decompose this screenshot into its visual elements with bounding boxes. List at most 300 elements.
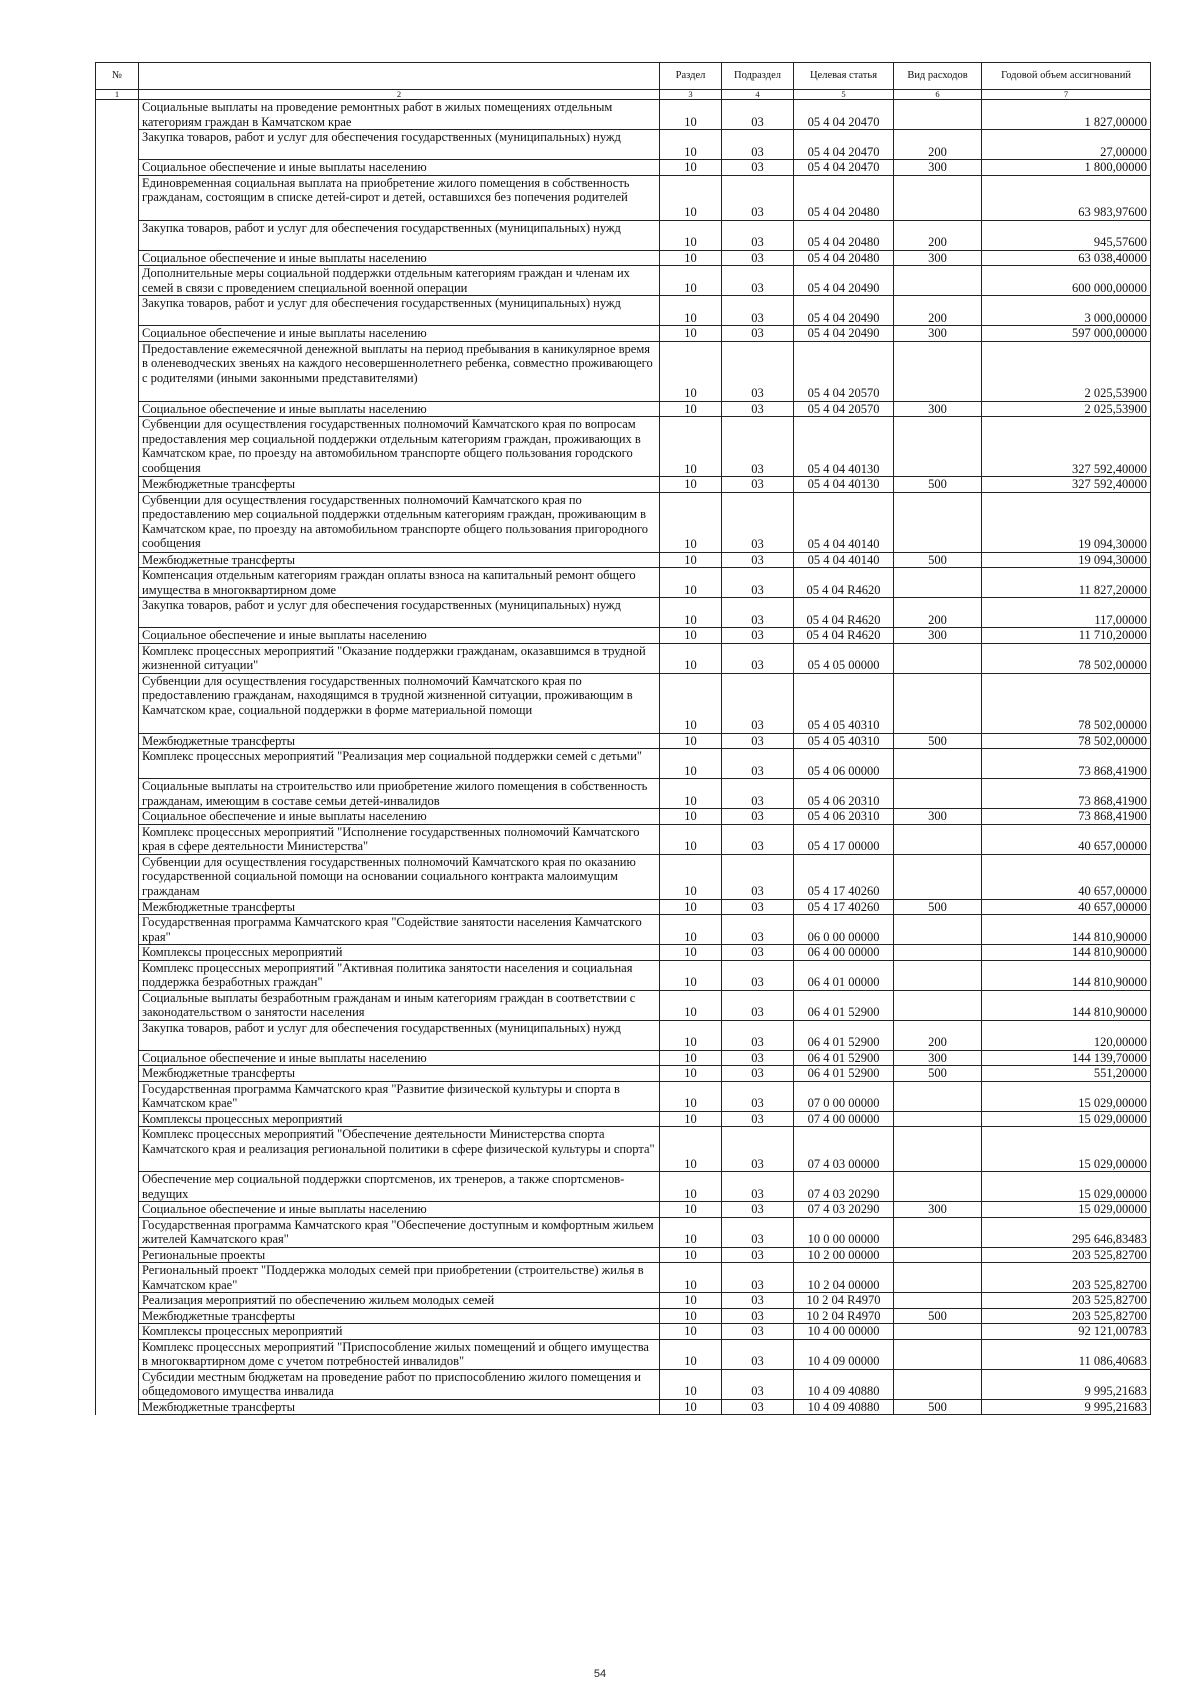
row-expense-kind: 200 — [894, 296, 982, 326]
row-name: Социальные выплаты на проведение ремонтных работ в жилых помещениях отдельным категориям граждан в Камчатском крае — [139, 100, 660, 130]
header-col-num-2: 2 — [139, 90, 660, 100]
row-expense-kind — [894, 960, 982, 990]
row-razdel: 10 — [660, 1369, 722, 1399]
row-target-article: 05 4 04 20490 — [794, 326, 894, 342]
row-name: Комплекс процессных мероприятий "Исполнение государственных полномочий Камчатского края в сфере деятельности Министерства" — [139, 824, 660, 854]
row-target-article: 05 4 04 R4620 — [794, 628, 894, 644]
row-name: Субвенции для осуществления государственных полномочий Камчатского края по предоставлению гражданам, находящимся в трудной жизненной ситуации, проживающим в Камчатском крае, социальной поддержки в форме материальной помощи — [139, 673, 660, 733]
row-razdel: 10 — [660, 492, 722, 552]
row-razdel: 10 — [660, 1202, 722, 1218]
row-podrazdel: 03 — [722, 1339, 794, 1369]
row-number-cell — [96, 779, 139, 809]
row-razdel: 10 — [660, 568, 722, 598]
row-expense-kind — [894, 915, 982, 945]
budget-table-sheet — [95, 62, 1150, 1415]
row-name: Государственная программа Камчатского края "Развитие физической культуры и спорта в Камчатском крае" — [139, 1081, 660, 1111]
row-target-article: 06 4 01 52900 — [794, 1066, 894, 1082]
row-expense-kind: 300 — [894, 160, 982, 176]
row-expense-kind: 500 — [894, 1308, 982, 1324]
row-name: Комплекс процессных мероприятий "Приспособление жилых помещений и общего имущества в многоквартирном доме с учетом потребностей инвалидов" — [139, 1339, 660, 1369]
row-razdel: 10 — [660, 598, 722, 628]
table-row — [96, 492, 1151, 552]
row-name: Социальное обеспечение и иные выплаты населению — [139, 326, 660, 342]
header-col-num-4: 4 — [722, 90, 794, 100]
row-expense-kind: 200 — [894, 130, 982, 160]
row-number-cell — [96, 100, 139, 130]
row-target-article: 07 0 00 00000 — [794, 1081, 894, 1111]
row-expense-kind — [894, 1369, 982, 1399]
row-amount: 78 502,00000 — [982, 733, 1151, 749]
row-number-cell — [96, 673, 139, 733]
row-podrazdel: 03 — [722, 1172, 794, 1202]
row-podrazdel: 03 — [722, 220, 794, 250]
row-target-article: 07 4 03 20290 — [794, 1172, 894, 1202]
row-amount: 19 094,30000 — [982, 492, 1151, 552]
row-amount: 15 029,00000 — [982, 1172, 1151, 1202]
header-column-numbers — [96, 90, 1151, 100]
row-razdel: 10 — [660, 1020, 722, 1050]
row-amount: 9 995,21683 — [982, 1369, 1151, 1399]
table-row — [96, 1308, 1151, 1324]
row-expense-kind — [894, 1111, 982, 1127]
row-number-cell — [96, 1111, 139, 1127]
row-target-article: 07 4 03 20290 — [794, 1202, 894, 1218]
row-name: Комплексы процессных мероприятий — [139, 945, 660, 961]
row-number-cell — [96, 990, 139, 1020]
row-target-article: 06 4 01 52900 — [794, 990, 894, 1020]
row-name: Комплекс процессных мероприятий "Обеспечение деятельности Министерства спорта Камчатского края и реализация региональной политики в сфере физической культуры и спорта" — [139, 1127, 660, 1172]
page-number: 54 — [593, 1668, 607, 1680]
row-podrazdel: 03 — [722, 598, 794, 628]
row-expense-kind — [894, 1247, 982, 1263]
row-number-cell — [96, 899, 139, 915]
row-amount: 203 525,82700 — [982, 1308, 1151, 1324]
row-number-cell — [96, 326, 139, 342]
row-razdel: 10 — [660, 220, 722, 250]
row-number-cell — [96, 1399, 139, 1415]
row-expense-kind: 300 — [894, 628, 982, 644]
row-number-cell — [96, 809, 139, 825]
table-row — [96, 160, 1151, 176]
table-row — [96, 250, 1151, 266]
row-expense-kind: 300 — [894, 250, 982, 266]
row-target-article: 05 4 06 20310 — [794, 809, 894, 825]
row-expense-kind — [894, 1324, 982, 1340]
table-row — [96, 960, 1151, 990]
row-razdel: 10 — [660, 673, 722, 733]
table-row — [96, 1217, 1151, 1247]
row-number-cell — [96, 130, 139, 160]
row-name: Социальные выплаты на строительство или приобретение жилого помещения в собственность гражданам, имеющим в составе семьи детей-инвалидов — [139, 779, 660, 809]
row-number-cell — [96, 1263, 139, 1293]
row-name: Социальное обеспечение и иные выплаты населению — [139, 250, 660, 266]
row-expense-kind: 500 — [894, 477, 982, 493]
row-amount: 203 525,82700 — [982, 1293, 1151, 1309]
row-amount: 11 827,20000 — [982, 568, 1151, 598]
row-podrazdel: 03 — [722, 1369, 794, 1399]
row-amount: 600 000,00000 — [982, 266, 1151, 296]
row-amount: 73 868,41900 — [982, 779, 1151, 809]
row-target-article: 05 4 17 40260 — [794, 854, 894, 899]
row-target-article: 05 4 17 00000 — [794, 824, 894, 854]
row-razdel: 10 — [660, 1293, 722, 1309]
row-number-cell — [96, 1020, 139, 1050]
row-target-article: 05 4 04 20470 — [794, 160, 894, 176]
header-expense-kind: Вид расходов — [894, 63, 982, 90]
row-expense-kind — [894, 990, 982, 1020]
row-amount: 203 525,82700 — [982, 1247, 1151, 1263]
row-expense-kind — [894, 1339, 982, 1369]
row-podrazdel: 03 — [722, 1127, 794, 1172]
row-number-cell — [96, 1202, 139, 1218]
row-podrazdel: 03 — [722, 1293, 794, 1309]
row-razdel: 10 — [660, 160, 722, 176]
row-expense-kind: 500 — [894, 899, 982, 915]
row-expense-kind — [894, 417, 982, 477]
row-expense-kind: 200 — [894, 220, 982, 250]
row-razdel: 10 — [660, 824, 722, 854]
row-target-article: 05 4 04 40130 — [794, 417, 894, 477]
row-name: Субвенции для осуществления государственных полномочий Камчатского края по предоставлению мер социальной поддержки отдельным категориям граждан, проживающим в Камчатском крае, по проезду на автомобильном транспорте общего пользования пригородного сообщения — [139, 492, 660, 552]
row-target-article: 05 4 06 00000 — [794, 749, 894, 779]
row-podrazdel: 03 — [722, 568, 794, 598]
row-expense-kind — [894, 1263, 982, 1293]
row-podrazdel: 03 — [722, 296, 794, 326]
row-name: Комплексы процессных мероприятий — [139, 1324, 660, 1340]
row-name: Межбюджетные трансферты — [139, 1308, 660, 1324]
row-name: Социальное обеспечение и иные выплаты населению — [139, 628, 660, 644]
row-podrazdel: 03 — [722, 628, 794, 644]
row-number-cell — [96, 960, 139, 990]
row-name: Межбюджетные трансферты — [139, 477, 660, 493]
row-amount: 144 810,90000 — [982, 915, 1151, 945]
row-number-cell — [96, 824, 139, 854]
row-razdel: 10 — [660, 1081, 722, 1111]
row-number-cell — [96, 1324, 139, 1340]
table-row — [96, 1293, 1151, 1309]
table-row — [96, 1202, 1151, 1218]
row-expense-kind — [894, 643, 982, 673]
row-razdel: 10 — [660, 100, 722, 130]
table-row — [96, 1324, 1151, 1340]
row-podrazdel: 03 — [722, 1247, 794, 1263]
row-podrazdel: 03 — [722, 1020, 794, 1050]
row-razdel: 10 — [660, 296, 722, 326]
row-amount: 73 868,41900 — [982, 809, 1151, 825]
row-target-article: 05 4 04 40140 — [794, 552, 894, 568]
row-podrazdel: 03 — [722, 990, 794, 1020]
row-target-article: 05 4 06 20310 — [794, 779, 894, 809]
row-podrazdel: 03 — [722, 779, 794, 809]
row-podrazdel: 03 — [722, 175, 794, 220]
row-target-article: 10 4 09 00000 — [794, 1339, 894, 1369]
row-amount: 144 810,90000 — [982, 945, 1151, 961]
row-target-article: 07 4 03 00000 — [794, 1127, 894, 1172]
row-target-article: 05 4 04 20570 — [794, 401, 894, 417]
row-amount: 327 592,40000 — [982, 477, 1151, 493]
row-podrazdel: 03 — [722, 749, 794, 779]
row-razdel: 10 — [660, 477, 722, 493]
row-expense-kind — [894, 1127, 982, 1172]
row-expense-kind — [894, 568, 982, 598]
header-col-num-6: 6 — [894, 90, 982, 100]
table-row — [96, 1369, 1151, 1399]
row-podrazdel: 03 — [722, 1111, 794, 1127]
row-target-article: 10 2 00 00000 — [794, 1247, 894, 1263]
row-expense-kind: 300 — [894, 326, 982, 342]
row-number-cell — [96, 1081, 139, 1111]
row-target-article: 05 4 04 20480 — [794, 250, 894, 266]
row-razdel: 10 — [660, 175, 722, 220]
row-podrazdel: 03 — [722, 1263, 794, 1293]
row-amount: 295 646,83483 — [982, 1217, 1151, 1247]
row-podrazdel: 03 — [722, 477, 794, 493]
row-name: Социальные выплаты безработным гражданам и иным категориям граждан в соответствии с законодательством о занятости населения — [139, 990, 660, 1020]
row-number-cell — [96, 552, 139, 568]
row-expense-kind — [894, 1081, 982, 1111]
row-number-cell — [96, 733, 139, 749]
row-expense-kind — [894, 779, 982, 809]
row-name: Закупка товаров, работ и услуг для обеспечения государственных (муниципальных) нужд — [139, 598, 660, 628]
row-razdel: 10 — [660, 915, 722, 945]
table-row — [96, 1339, 1151, 1369]
row-name: Межбюджетные трансферты — [139, 1066, 660, 1082]
table-row — [96, 401, 1151, 417]
row-podrazdel: 03 — [722, 492, 794, 552]
row-target-article: 06 0 00 00000 — [794, 915, 894, 945]
row-amount: 144 139,70000 — [982, 1050, 1151, 1066]
row-name: Межбюджетные трансферты — [139, 733, 660, 749]
row-razdel: 10 — [660, 1324, 722, 1340]
table-row — [96, 824, 1151, 854]
row-expense-kind: 500 — [894, 733, 982, 749]
row-name: Межбюджетные трансферты — [139, 552, 660, 568]
row-expense-kind — [894, 1293, 982, 1309]
row-number-cell — [96, 1066, 139, 1082]
row-target-article: 10 4 09 40880 — [794, 1369, 894, 1399]
row-amount: 92 121,00783 — [982, 1324, 1151, 1340]
row-target-article: 07 4 00 00000 — [794, 1111, 894, 1127]
row-amount: 63 983,97600 — [982, 175, 1151, 220]
row-razdel: 10 — [660, 1308, 722, 1324]
row-razdel: 10 — [660, 341, 722, 401]
table-body — [96, 100, 1151, 1415]
row-name: Закупка товаров, работ и услуг для обеспечения государственных (муниципальных) нужд — [139, 296, 660, 326]
row-name: Дополнительные меры социальной поддержки отдельным категориям граждан и членам их семей в связи с проведением специальной военной операции — [139, 266, 660, 296]
row-amount: 1 827,00000 — [982, 100, 1151, 130]
table-row — [96, 175, 1151, 220]
row-number-cell — [96, 220, 139, 250]
row-expense-kind — [894, 1172, 982, 1202]
row-amount: 551,20000 — [982, 1066, 1151, 1082]
row-expense-kind — [894, 341, 982, 401]
row-target-article: 05 4 04 20470 — [794, 100, 894, 130]
table-row — [96, 809, 1151, 825]
row-expense-kind — [894, 266, 982, 296]
row-target-article: 05 4 05 40310 — [794, 733, 894, 749]
table-row — [96, 749, 1151, 779]
row-name: Социальное обеспечение и иные выплаты населению — [139, 809, 660, 825]
table-row — [96, 779, 1151, 809]
row-name: Реализация мероприятий по обеспечению жильем молодых семей — [139, 1293, 660, 1309]
row-amount: 945,57600 — [982, 220, 1151, 250]
row-target-article: 05 4 05 00000 — [794, 643, 894, 673]
table-row — [96, 568, 1151, 598]
row-target-article: 05 4 04 R4620 — [794, 568, 894, 598]
row-razdel: 10 — [660, 854, 722, 899]
row-expense-kind — [894, 854, 982, 899]
row-target-article: 05 4 04 20490 — [794, 296, 894, 326]
table-row — [96, 1172, 1151, 1202]
table-row — [96, 130, 1151, 160]
row-name: Закупка товаров, работ и услуг для обеспечения государственных (муниципальных) нужд — [139, 130, 660, 160]
row-razdel: 10 — [660, 326, 722, 342]
row-podrazdel: 03 — [722, 915, 794, 945]
table-row — [96, 1066, 1151, 1082]
row-podrazdel: 03 — [722, 854, 794, 899]
row-target-article: 06 4 00 00000 — [794, 945, 894, 961]
row-number-cell — [96, 945, 139, 961]
row-number-cell — [96, 1339, 139, 1369]
row-razdel: 10 — [660, 417, 722, 477]
row-podrazdel: 03 — [722, 266, 794, 296]
row-razdel: 10 — [660, 1339, 722, 1369]
row-amount: 144 810,90000 — [982, 990, 1151, 1020]
row-razdel: 10 — [660, 1172, 722, 1202]
row-target-article: 10 2 04 R4970 — [794, 1293, 894, 1309]
row-expense-kind — [894, 1217, 982, 1247]
row-expense-kind — [894, 824, 982, 854]
row-amount: 19 094,30000 — [982, 552, 1151, 568]
table-row — [96, 1247, 1151, 1263]
row-amount: 9 995,21683 — [982, 1399, 1151, 1415]
row-amount: 15 029,00000 — [982, 1081, 1151, 1111]
header-col-num-3: 3 — [660, 90, 722, 100]
row-amount: 327 592,40000 — [982, 417, 1151, 477]
row-name: Социальное обеспечение и иные выплаты населению — [139, 160, 660, 176]
row-amount: 15 029,00000 — [982, 1127, 1151, 1172]
table-row — [96, 643, 1151, 673]
row-expense-kind — [894, 492, 982, 552]
row-amount: 15 029,00000 — [982, 1111, 1151, 1127]
row-razdel: 10 — [660, 628, 722, 644]
row-podrazdel: 03 — [722, 824, 794, 854]
row-podrazdel: 03 — [722, 250, 794, 266]
header-number: № — [96, 63, 139, 90]
row-name: Субсидии местным бюджетам на проведение работ по приспособлению жилого помещения и общедомового имущества инвалида — [139, 1369, 660, 1399]
row-name: Социальное обеспечение и иные выплаты населению — [139, 1202, 660, 1218]
row-target-article: 10 0 00 00000 — [794, 1217, 894, 1247]
row-number-cell — [96, 266, 139, 296]
row-expense-kind: 200 — [894, 1020, 982, 1050]
table-row — [96, 220, 1151, 250]
row-target-article: 05 4 04 40130 — [794, 477, 894, 493]
row-razdel: 10 — [660, 733, 722, 749]
row-number-cell — [96, 492, 139, 552]
row-amount: 40 657,00000 — [982, 899, 1151, 915]
row-expense-kind: 300 — [894, 401, 982, 417]
header-podrazdel: Подраздел — [722, 63, 794, 90]
row-name: Социальное обеспечение и иные выплаты населению — [139, 1050, 660, 1066]
row-number-cell — [96, 749, 139, 779]
row-number-cell — [96, 401, 139, 417]
row-podrazdel: 03 — [722, 1399, 794, 1415]
row-name: Субвенции для осуществления государственных полномочий Камчатского края по оказанию государственной социальной помощи на основании социального контракта малоимущим гражданам — [139, 854, 660, 899]
row-expense-kind — [894, 749, 982, 779]
row-expense-kind: 200 — [894, 598, 982, 628]
row-name: Единовременная социальная выплата на приобретение жилого помещения в собственность гражданам, состоящим в списке детей-сирот и детей, оставшихся без попечения родителей — [139, 175, 660, 220]
row-number-cell — [96, 598, 139, 628]
header-target-article: Целевая статья — [794, 63, 894, 90]
header-col-num-7: 7 — [982, 90, 1151, 100]
table-row — [96, 100, 1151, 130]
table-row — [96, 296, 1151, 326]
row-podrazdel: 03 — [722, 1066, 794, 1082]
row-expense-kind — [894, 945, 982, 961]
table-row — [96, 417, 1151, 477]
row-amount: 117,00000 — [982, 598, 1151, 628]
table-row — [96, 1081, 1151, 1111]
table-row — [96, 1399, 1151, 1415]
row-number-cell — [96, 628, 139, 644]
table-row — [96, 1050, 1151, 1066]
row-razdel: 10 — [660, 1399, 722, 1415]
row-podrazdel: 03 — [722, 960, 794, 990]
row-name: Государственная программа Камчатского края "Содействие занятости населения Камчатского края" — [139, 915, 660, 945]
row-name: Межбюджетные трансферты — [139, 1399, 660, 1415]
table-row — [96, 733, 1151, 749]
row-razdel: 10 — [660, 779, 722, 809]
row-podrazdel: 03 — [722, 1050, 794, 1066]
row-number-cell — [96, 1127, 139, 1172]
row-razdel: 10 — [660, 266, 722, 296]
row-name: Государственная программа Камчатского края "Обеспечение доступным и комфортным жильем жителей Камчатского края" — [139, 1217, 660, 1247]
table-row — [96, 1263, 1151, 1293]
row-amount: 40 657,00000 — [982, 824, 1151, 854]
row-podrazdel: 03 — [722, 160, 794, 176]
row-number-cell — [96, 175, 139, 220]
row-expense-kind: 500 — [894, 1066, 982, 1082]
row-razdel: 10 — [660, 643, 722, 673]
row-razdel: 10 — [660, 130, 722, 160]
header-annual-amount: Годовой объем ассигнований — [982, 63, 1151, 90]
row-number-cell — [96, 915, 139, 945]
row-razdel: 10 — [660, 250, 722, 266]
row-podrazdel: 03 — [722, 809, 794, 825]
table-row — [96, 945, 1151, 961]
row-expense-kind: 500 — [894, 1399, 982, 1415]
row-podrazdel: 03 — [722, 643, 794, 673]
row-podrazdel: 03 — [722, 341, 794, 401]
row-expense-kind — [894, 175, 982, 220]
row-podrazdel: 03 — [722, 417, 794, 477]
row-amount: 2 025,53900 — [982, 341, 1151, 401]
row-razdel: 10 — [660, 1263, 722, 1293]
row-target-article: 05 4 05 40310 — [794, 673, 894, 733]
row-name: Комплекс процессных мероприятий "Оказание поддержки гражданам, оказавшимся в трудной жизненной ситуации" — [139, 643, 660, 673]
row-amount: 203 525,82700 — [982, 1263, 1151, 1293]
row-number-cell — [96, 477, 139, 493]
header-col-num-5: 5 — [794, 90, 894, 100]
table-row — [96, 673, 1151, 733]
table-header — [96, 63, 1151, 100]
row-target-article: 06 4 01 52900 — [794, 1020, 894, 1050]
row-target-article: 05 4 04 20490 — [794, 266, 894, 296]
row-name: Межбюджетные трансферты — [139, 899, 660, 915]
row-number-cell — [96, 1050, 139, 1066]
row-amount: 597 000,00000 — [982, 326, 1151, 342]
row-target-article: 05 4 04 20470 — [794, 130, 894, 160]
